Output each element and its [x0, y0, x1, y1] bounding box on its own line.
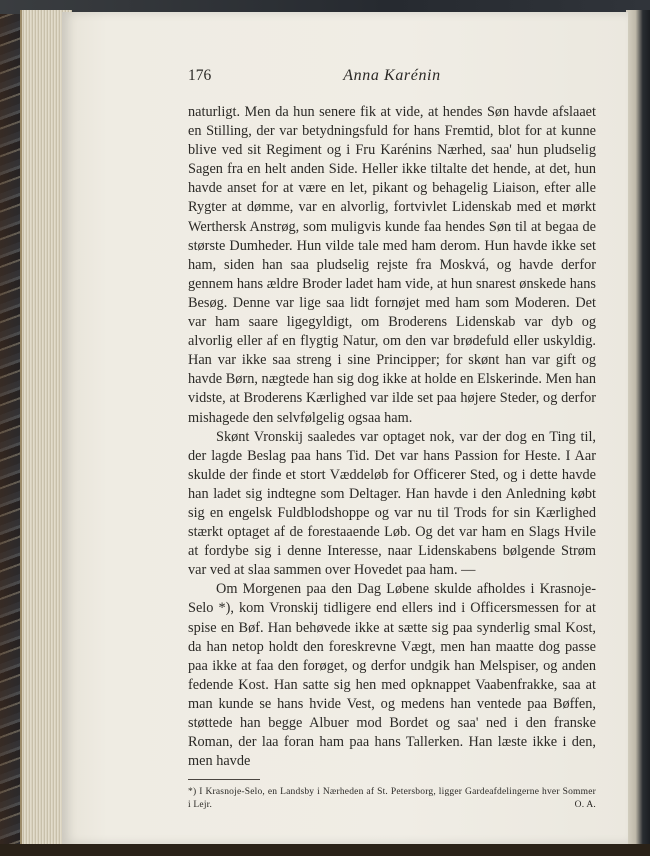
paragraph: Skønt Vronskij saaledes var optaget nok, var der dog en Ting til, der lagde Beslag paa hans Tid. Det var hans Passion for Heste. I Aar skulde der finde et stort Væddeløb for Officerer Sted, og i dette havde han ladet sig indtegne som Deltager. Han havde i den Anledning købt sig en engelsk Fuldblodshoppe og var nu til Trods for sin Kærlighed stærkt optaget af de forestaaende Løb. Og det var ham en Slags Hvile at fordybe sig i denne Interesse, naar Lidenskabens bølgende Strøm var ved at slaa sammen over Hovedet paa ham. — [188, 428, 596, 579]
paragraph: Om Morgenen paa den Dag Løbene skulde afholdes i Krasnoje-Selo *), kom Vronskij tidligere end ellers ind i Officersmessen for at spise en Bøf. Han behøvede ikke at sætte sig paa synderlig smal Kost, da han netop holdt den foreskrevne Vægt, men han maatte dog passe paa ikke at faa den forøget, og derfor undgik han Melspiser, og anden fedende Kost. Han satte sig hen med opknappet Vaabenfrakke, saa at man kunde se hans hvide Vest, og medens han ventede paa Bøffen, støttede han begge Albuer mod Bordet og saa' ned i den franske Roman, der laa foran ham paa hans Tallerken. Han læste ikke i den, men havde [188, 581, 596, 770]
paragraph-continuation: naturligt. Men da hun senere fik at vide, at hendes Søn havde afslaaet en Stilling, der var betydningsfuld for hans Fremtid, blot for at kunne blive ved sit Regiment og i Fru Karénins Nærhed, saa' hun pludselig Sagen fra en helt anden Side. Heller ikke tiltalte det hende, at det, hun havde anset for at være en let, pikant og behagelig Liaison, efter alle Rygter at dømme, var en alvorlig, fortvivlet Lidenskab med et mørkt Werthersk Anstrøg, som muligvis kunde faa hendes Søn til at begaa de største Dumheder. Hun vilde tale med ham derom. Hun havde ikke set ham, siden han saa pludselig rejste fra Moskvá, og havde derfor gennem hans ældre Broder ladet ham vide, at hun snarest ønskede hans Besøg. Denne var lige saa lidt fornøjet med ham som Moderen. Det var ham saare ligegyldigt, om Broderens Lidenskab var dyb og alvorlig eller af en flygtig Natur, om den var brødefuld eller uskyldig. Han var ikke saa streng i sine Principper; for skønt han var gift og havde Børn, nægtede han sig dog ikke at holde en Elskerinde. Men han vidste, at Broderens Kærlighed var ilde set paa højere Steder, og derfor mishagede den selvfølgelig ogsaa ham. [188, 104, 596, 426]
footnote-signature: O. A. [574, 800, 596, 811]
right-page-edge [626, 10, 650, 856]
running-title: Anna Karénin [343, 67, 441, 84]
bottom-edge [0, 844, 650, 856]
footnote [188, 786, 596, 812]
running-head [188, 64, 596, 92]
footnote-rule [188, 779, 260, 780]
page-content [188, 64, 596, 812]
page-number: 176 [188, 67, 212, 84]
footnote-text: *) I Krasnoje-Selo, en Landsby i Nærheden af St. Petersborg, ligger Gardeafdelingerne hver Sommer i Lejr. [188, 787, 596, 811]
body-text [188, 103, 596, 771]
